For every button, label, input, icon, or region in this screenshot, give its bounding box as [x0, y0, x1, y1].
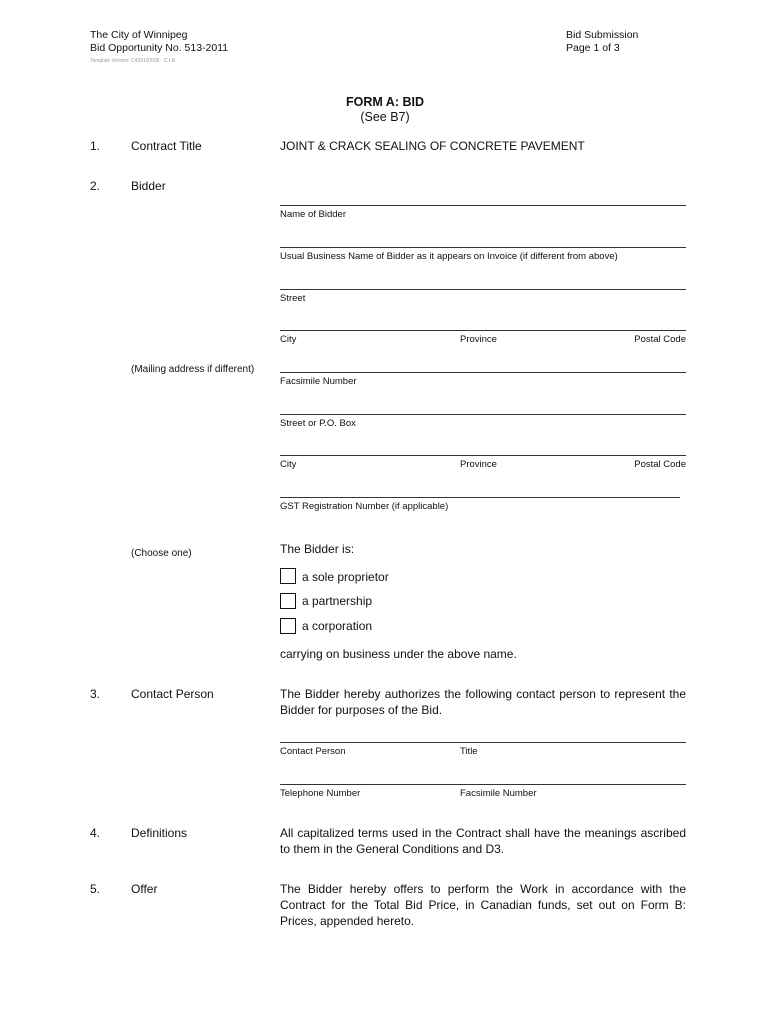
section-4-number: 4. — [90, 826, 101, 840]
name-of-bidder-caption: Name of Bidder — [280, 209, 347, 220]
corporation-label: a corporation — [302, 619, 373, 633]
section-2-label: Bidder — [131, 179, 166, 193]
mailing-province-caption: Province — [460, 459, 497, 470]
mailing-address-note: (Mailing address if different) — [131, 364, 255, 375]
sole-proprietor-label: a sole proprietor — [302, 570, 389, 584]
corporation-checkbox[interactable] — [280, 618, 296, 634]
contact-person-text: The Bidder hereby authorizes the following contact person to represent the Bidder for purposes of the Bid. — [280, 687, 686, 717]
city-province-postal-field[interactable] — [280, 330, 686, 331]
postal-code-caption: Postal Code — [634, 334, 686, 345]
street-field[interactable] — [280, 289, 686, 290]
usual-business-name-caption: Usual Business Name of Bidder as it appears on Invoice (if different from above) — [280, 251, 618, 262]
facsimile-field[interactable] — [280, 372, 686, 373]
offer-text: The Bidder hereby offers to perform the Work in accordance with the Contract for the Total Bid Price, in Canadian funds, set out on Form B: Prices, appended hereto. — [280, 882, 686, 928]
province-caption: Province — [460, 334, 497, 345]
contract-title-value: JOINT & CRACK SEALING OF CONCRETE PAVEMENT — [280, 139, 585, 153]
facsimile-caption: Facsimile Number — [280, 376, 357, 387]
mailing-city-province-postal-field[interactable] — [280, 455, 686, 456]
definitions-text: All capitalized terms used in the Contract shall have the meanings ascribed to them in the General Conditions and D3. — [280, 826, 686, 856]
section-2-number: 2. — [90, 179, 101, 193]
header-page-number: Page 1 of 3 — [566, 42, 620, 54]
sole-proprietor-checkbox[interactable] — [280, 568, 296, 584]
header-org: The City of Winnipeg — [90, 29, 188, 41]
section-3-label: Contact Person — [131, 687, 214, 701]
choose-one-note: (Choose one) — [131, 548, 192, 559]
header-doc-type: Bid Submission — [566, 29, 639, 41]
contact-person-caption: Contact Person — [280, 746, 346, 757]
section-5-number: 5. — [90, 882, 101, 896]
street-po-box-caption: Street or P.O. Box — [280, 418, 356, 429]
header-bid-opportunity: Bid Opportunity No. 513-2011 — [90, 42, 229, 54]
gst-registration-caption: GST Registration Number (if applicable) — [280, 501, 449, 512]
carrying-on-business-text: carrying on business under the above name. — [280, 647, 517, 661]
form-subtitle: (See B7) — [360, 110, 410, 124]
city-caption: City — [280, 334, 297, 345]
contact-facsimile-caption: Facsimile Number — [460, 788, 537, 799]
telephone-facsimile-field[interactable] — [280, 784, 686, 785]
usual-business-name-field[interactable] — [280, 247, 686, 248]
street-po-box-field[interactable] — [280, 414, 686, 415]
telephone-caption: Telephone Number — [280, 788, 361, 799]
section-1-label: Contract Title — [131, 139, 202, 153]
street-caption: Street — [280, 293, 306, 304]
section-5-label: Offer — [131, 882, 158, 896]
mailing-city-caption: City — [280, 459, 297, 470]
form-title: FORM A: BID — [346, 95, 424, 109]
section-1-number: 1. — [90, 139, 101, 153]
section-4-label: Definitions — [131, 826, 188, 840]
gst-registration-field[interactable] — [280, 497, 680, 498]
mailing-postal-code-caption: Postal Code — [634, 459, 686, 470]
partnership-checkbox[interactable] — [280, 593, 296, 609]
bidder-is-label: The Bidder is: — [280, 542, 355, 556]
header-template-version: Template Version: C420110505 - C LR — [90, 58, 176, 64]
contact-person-title-field[interactable] — [280, 742, 686, 743]
title-caption: Title — [460, 746, 478, 757]
name-of-bidder-field[interactable] — [280, 205, 686, 206]
section-3-number: 3. — [90, 687, 101, 701]
partnership-label: a partnership — [302, 594, 373, 608]
